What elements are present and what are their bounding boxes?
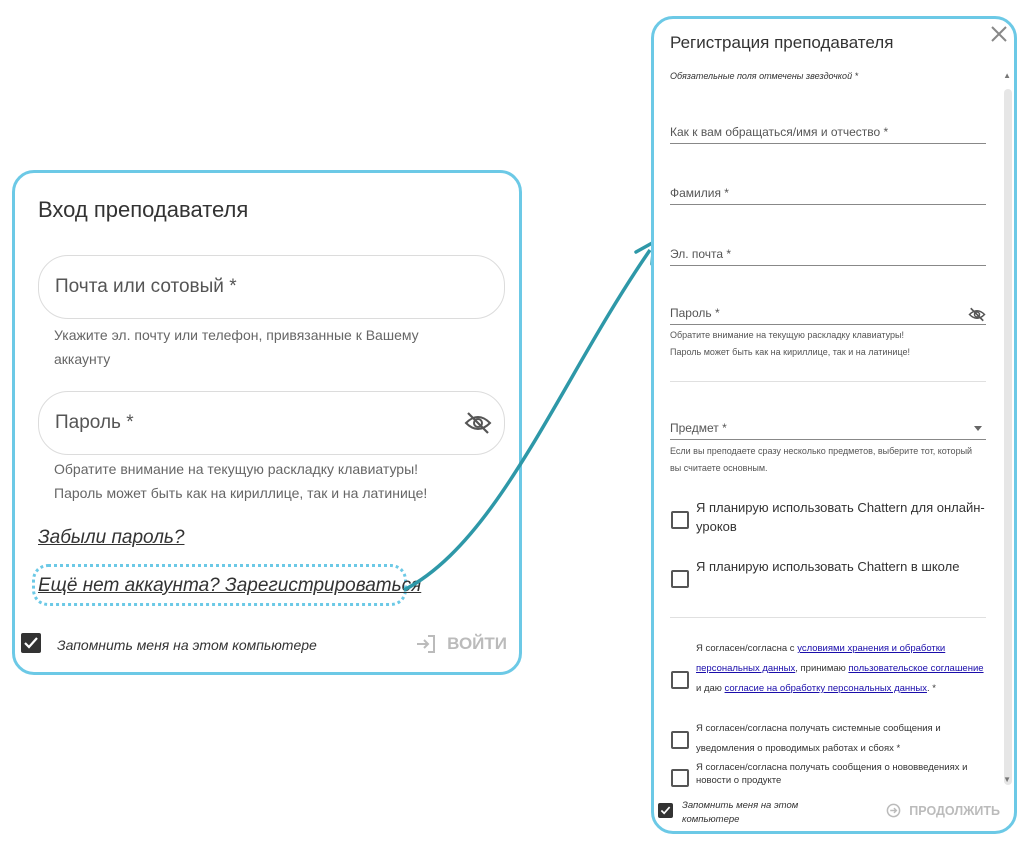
password-field[interactable] [670, 302, 986, 325]
name-field[interactable] [670, 121, 986, 144]
password-help-2: Пароль может быть как на кириллице, так и на латинице! [670, 347, 910, 357]
continue-button-label: ПРОДОЛЖИТЬ [909, 803, 1000, 818]
password-label: Пароль * [670, 306, 720, 320]
register-link[interactable]: Ещё нет аккаунта? Зарегистрироваться [38, 575, 422, 596]
consent-text [696, 639, 986, 699]
online-option-label: Я планирую использовать Chattern для онлайн-уроков [696, 500, 985, 534]
email-placeholder: Почта или сотовый * [55, 276, 237, 297]
login-button-label: ВОЙТИ [447, 634, 507, 653]
remember-checkbox[interactable] [658, 803, 673, 818]
subject-help: Если вы преподаете сразу несколько предметов, выберите тот, который вы считаете основным. [670, 446, 973, 473]
divider [670, 381, 986, 382]
continue-button[interactable] [886, 803, 1000, 818]
forgot-password-link[interactable]: Забыли пароль? [38, 527, 185, 548]
divider [670, 617, 986, 618]
data-processing-consent-link[interactable]: согласие на обработку персональных данных [724, 683, 927, 694]
password-help-2: Пароль может быть как на кириллице, так и на латинице! [54, 485, 428, 501]
remember-label: Запомнить меня на этом компьютере [682, 800, 799, 825]
email-help: Укажите эл. почту или телефон, привязанные к Вашему аккаунту [54, 327, 419, 367]
subject-select[interactable] [670, 417, 986, 440]
password-help-1: Обратите внимание на текущую раскладку клавиатуры! [54, 461, 419, 477]
surname-field[interactable] [670, 182, 986, 205]
scrollbar[interactable] [1004, 89, 1012, 785]
system-messages-label: Я согласен/согласна получать системные сообщения и уведомления о проводимых работах и сбоях * [696, 723, 941, 754]
surname-label: Фамилия * [670, 186, 729, 200]
check-icon [660, 805, 671, 816]
online-checkbox[interactable] [671, 511, 689, 529]
login-title: Вход преподавателя [38, 197, 249, 222]
registration-panel [651, 16, 1017, 834]
email-label: Эл. почта * [670, 247, 732, 261]
scroll-down-icon[interactable]: ▼ [1003, 775, 1011, 784]
registration-title: Регистрация преподавателя [670, 33, 894, 52]
arrow-circle-icon [886, 803, 901, 818]
user-agreement-link[interactable]: пользовательское соглашение [848, 663, 984, 674]
school-checkbox[interactable] [671, 570, 689, 588]
email-field[interactable] [670, 243, 986, 266]
required-note: Обязательные поля отмечены звездочкой * [670, 71, 859, 81]
news-checkbox[interactable] [671, 769, 689, 787]
dropdown-caret-icon [974, 426, 982, 431]
consent-text-part: Я согласен/согласна с [696, 643, 798, 654]
password-help-1: Обратите внимание на текущую раскладку клавиатуры! [670, 330, 905, 340]
system-messages-checkbox[interactable] [671, 731, 689, 749]
consent-text-part: , принимаю [795, 663, 849, 674]
close-icon[interactable] [990, 25, 1008, 43]
password-placeholder: Пароль * [55, 412, 134, 433]
storage-terms-link[interactable]: условиями хранения и обработки персональных данных [696, 643, 946, 674]
eye-off-icon[interactable] [968, 307, 986, 322]
school-option-label: Я планирую использовать Chattern в школе [696, 559, 960, 574]
name-label: Как к вам обращаться/имя и отчество * [670, 125, 889, 139]
remember-label: Запомнить меня на этом компьютере [57, 637, 317, 653]
consent-checkbox[interactable] [671, 671, 689, 689]
subject-label: Предмет * [670, 421, 727, 435]
consent-text-part: . * [926, 683, 936, 694]
news-label: Я согласен/согласна получать сообщения о нововведениях и новости о продукте [696, 762, 968, 786]
scroll-up-icon[interactable]: ▲ [1003, 71, 1011, 80]
consent-text-part: и даю [696, 683, 725, 694]
